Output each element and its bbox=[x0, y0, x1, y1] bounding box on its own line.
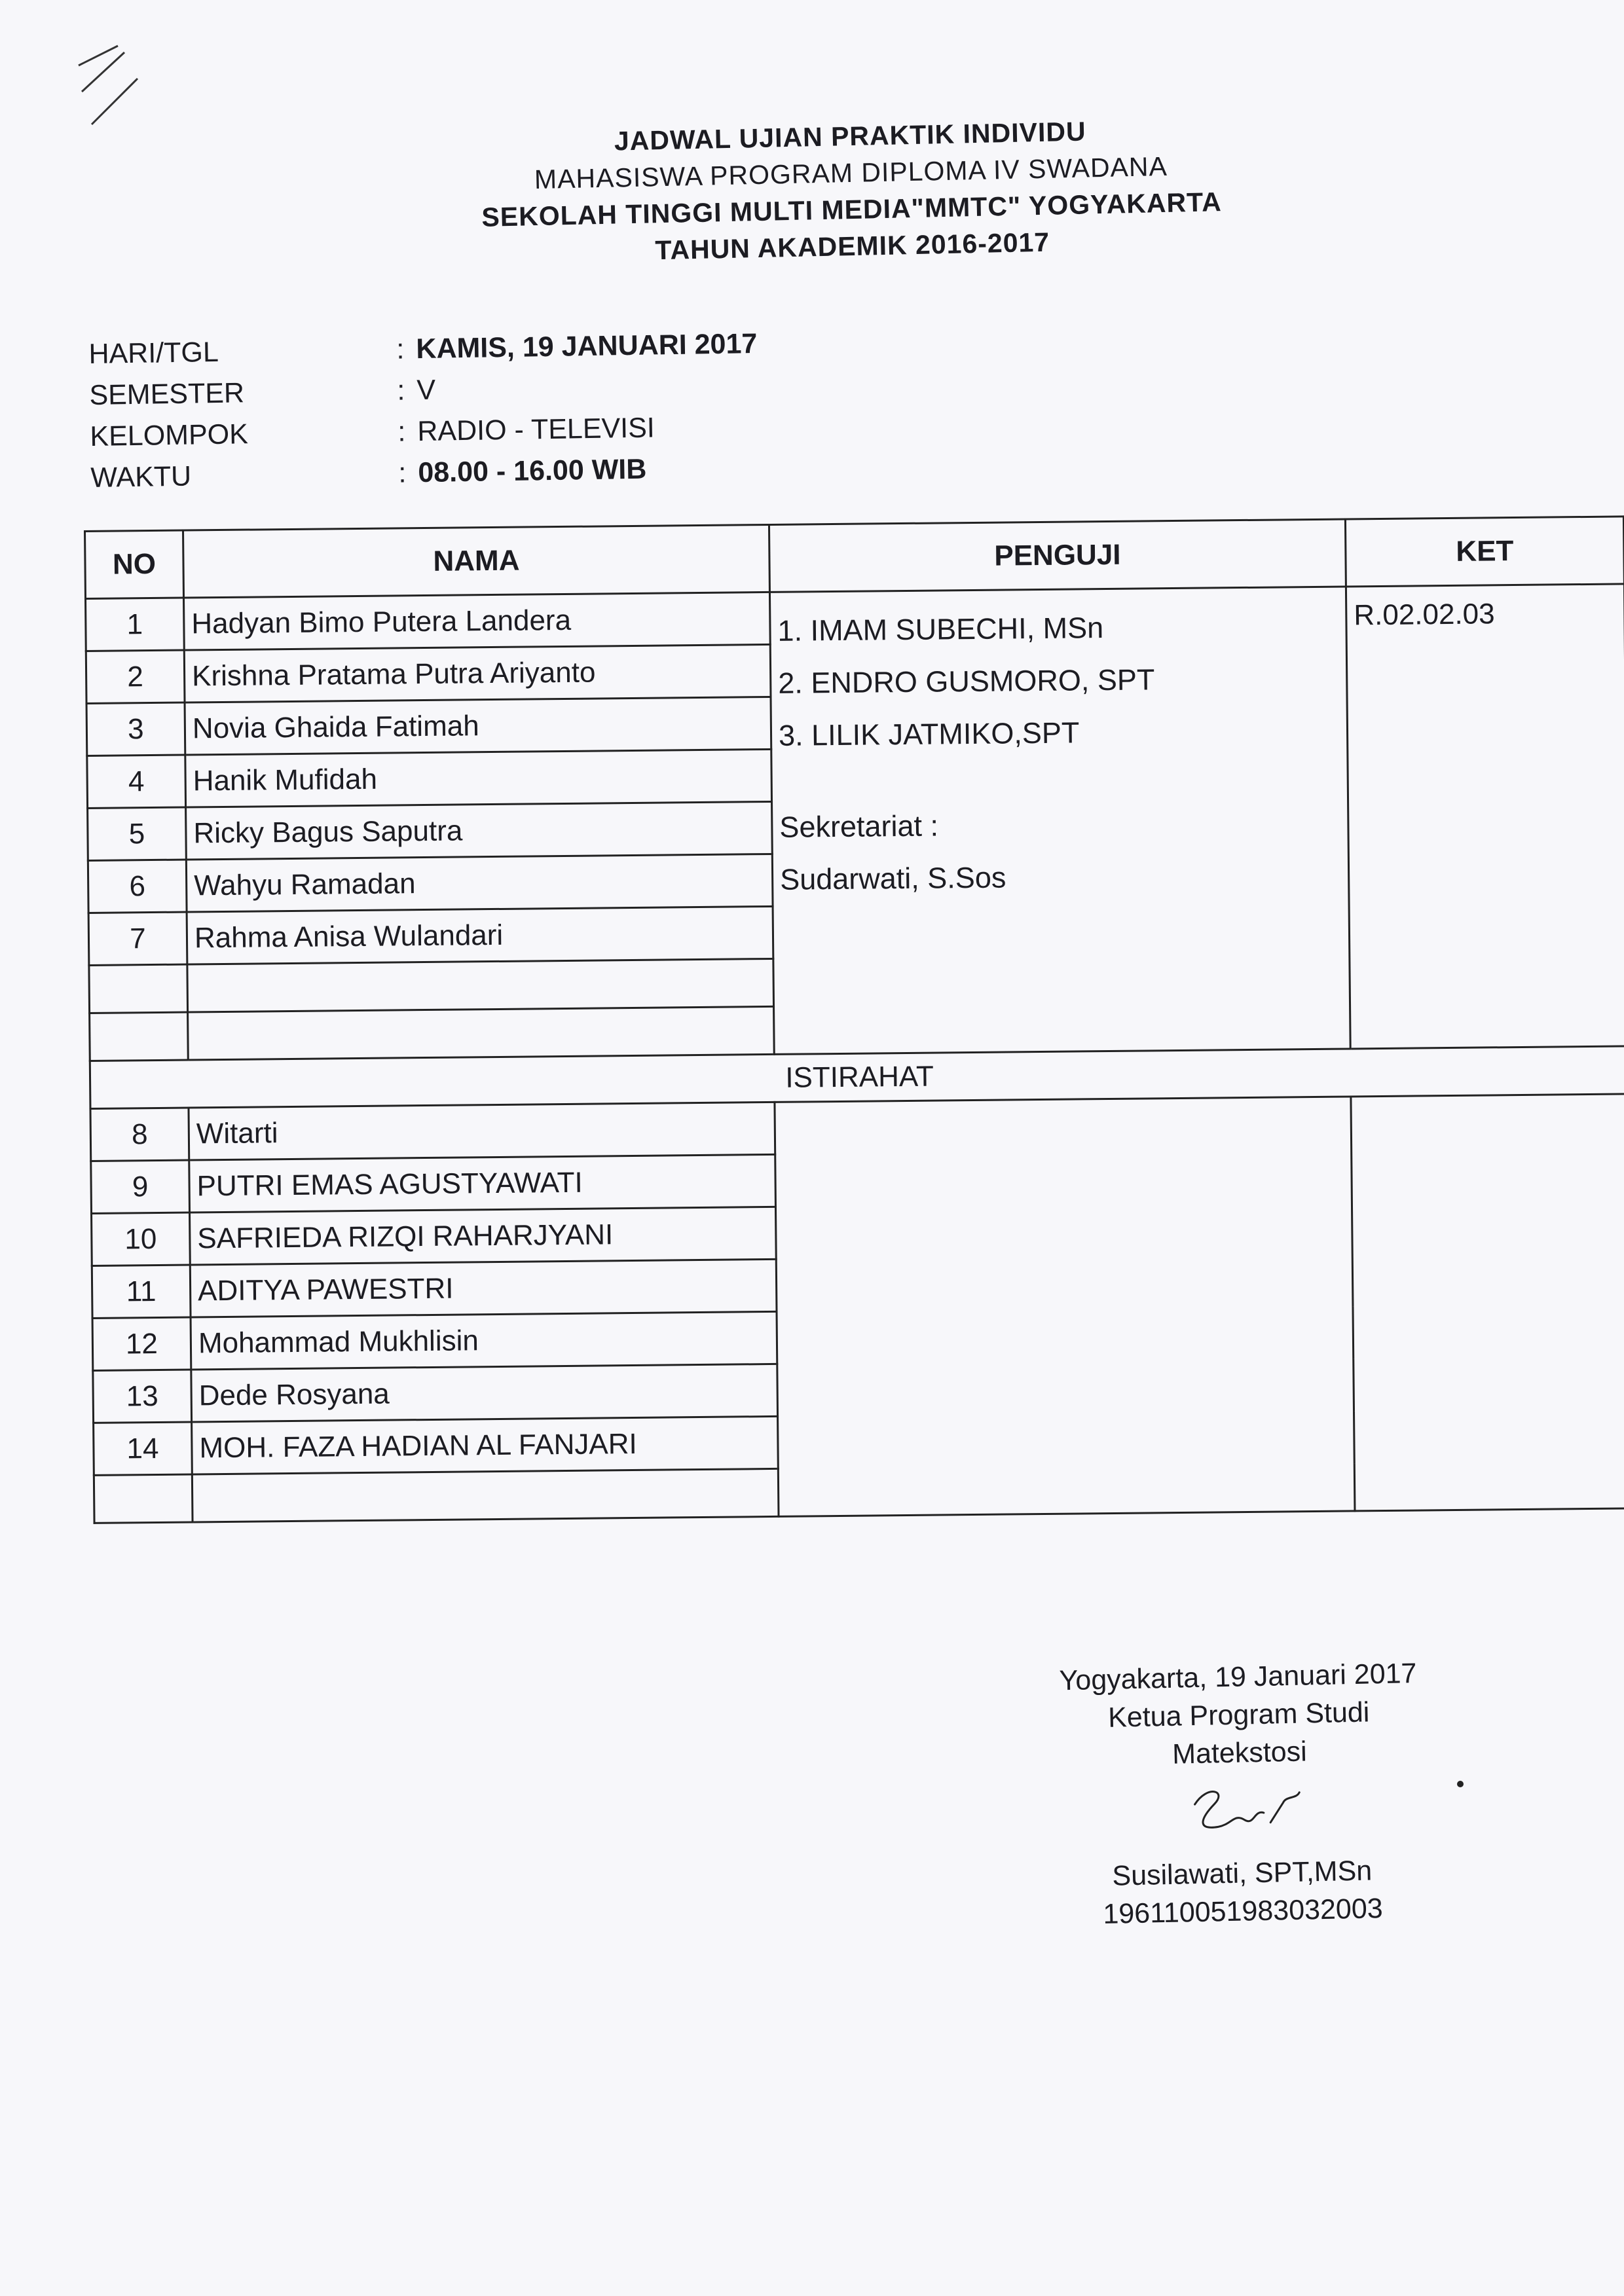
signature-title: Ketua Program Studi bbox=[1107, 1696, 1370, 1734]
row-nama: Witarti bbox=[189, 1102, 775, 1160]
header-title: JADWAL UJIAN PRAKTIK INDIVIDU bbox=[614, 116, 1087, 156]
secretariat-name: Sudarwati, S.Sos bbox=[779, 860, 1006, 896]
header-no: NO bbox=[85, 530, 184, 598]
row-no: 4 bbox=[87, 755, 186, 808]
row-no: 10 bbox=[92, 1212, 191, 1266]
row-no: 13 bbox=[93, 1370, 192, 1423]
row-no: 12 bbox=[92, 1317, 191, 1370]
signature-department: Matekstosi bbox=[1172, 1736, 1308, 1770]
info-row-group: KELOMPOK : RADIO - TELEVISI bbox=[90, 412, 655, 452]
row-no: 8 bbox=[90, 1108, 189, 1161]
break-label: ISTIRAHAT bbox=[90, 1046, 1624, 1109]
row-nama: Krishna Pratama Putra Ariyanto bbox=[184, 644, 771, 702]
row-no: 11 bbox=[92, 1265, 191, 1318]
room-cell: R.02.02.03 bbox=[1346, 584, 1624, 1049]
row-no: 3 bbox=[86, 702, 185, 756]
header-nama: NAMA bbox=[183, 524, 770, 598]
row-nama: Ricky Bagus Saputra bbox=[186, 801, 773, 860]
schedule-table bbox=[84, 515, 1624, 1524]
header-program: MAHASISWA PROGRAM DIPLOMA IV SWADANA bbox=[534, 151, 1168, 195]
row-nama: Mohammad Mukhlisin bbox=[191, 1311, 777, 1370]
room-cell-empty bbox=[1351, 1094, 1624, 1511]
info-row-time: WAKTU : 08.00 - 16.00 WIB bbox=[90, 453, 647, 494]
handwritten-slash-mark bbox=[72, 39, 151, 144]
row-nama: Hadyan Bimo Putera Landera bbox=[183, 592, 770, 650]
row-no: 9 bbox=[91, 1160, 190, 1213]
row-no: 2 bbox=[86, 650, 185, 703]
info-label: SEMESTER bbox=[89, 377, 245, 411]
row-nama: SAFRIEDA RIZQI RAHARJYANI bbox=[190, 1207, 777, 1265]
examiners-cell bbox=[769, 587, 1350, 1054]
signature-employee-id: 196110051983032003 bbox=[1102, 1893, 1384, 1931]
signature-place-date: Yogyakarta, 19 Januari 2017 bbox=[1059, 1657, 1417, 1697]
row-nama: MOH. FAZA HADIAN AL FANJARI bbox=[192, 1416, 779, 1474]
info-label: KELOMPOK bbox=[90, 418, 249, 452]
info-value: RADIO - TELEVISI bbox=[417, 412, 655, 448]
exam-info bbox=[88, 323, 760, 499]
info-value: V bbox=[416, 374, 436, 407]
examiner-3: 3. LILIK JATMIKO,SPT bbox=[778, 716, 1080, 752]
document-header bbox=[365, 108, 1337, 275]
examiner-1: 1. IMAM SUBECHI, MSn bbox=[777, 611, 1104, 647]
info-row-date: HARI/TGL : KAMIS, 19 JANUARI 2017 bbox=[88, 327, 758, 370]
signature-name: Susilawati, SPT,MSn bbox=[1111, 1855, 1373, 1892]
info-value: KAMIS, 19 JANUARI 2017 bbox=[416, 327, 758, 365]
row-nama: Novia Ghaida Fatimah bbox=[185, 697, 771, 755]
ink-dot bbox=[1457, 1781, 1464, 1787]
row-no: 7 bbox=[88, 912, 187, 965]
row-no: 5 bbox=[88, 807, 187, 860]
row-no: 1 bbox=[86, 598, 185, 651]
examiner-2: 2. ENDRO GUSMORO, SPT bbox=[778, 663, 1155, 700]
row-nama: Wahyu Ramadan bbox=[186, 854, 773, 912]
signature-block bbox=[1008, 1653, 1473, 1935]
schedule-table-wrap bbox=[84, 515, 1624, 1590]
handwritten-signature bbox=[1155, 1776, 1327, 1851]
header-penguji: PENGUJI bbox=[769, 519, 1346, 592]
info-row-semester: SEMESTER : V bbox=[89, 374, 436, 411]
secretariat-label: Sekretariat : bbox=[779, 809, 939, 844]
info-label: HARI/TGL bbox=[88, 336, 219, 370]
row-nama: Rahma Anisa Wulandari bbox=[187, 906, 773, 964]
header-ket: KET bbox=[1345, 517, 1624, 587]
row-nama: Dede Rosyana bbox=[191, 1364, 778, 1422]
row-no: 14 bbox=[94, 1422, 193, 1475]
examiners-cell-empty bbox=[775, 1097, 1355, 1516]
row-nama: Hanik Mufidah bbox=[185, 749, 772, 807]
row-no: 6 bbox=[88, 860, 187, 913]
row-nama: PUTRI EMAS AGUSTYAWATI bbox=[189, 1154, 776, 1212]
header-academic-year: TAHUN AKADEMIK 2016-2017 bbox=[654, 227, 1050, 266]
row-nama: ADITYA PAWESTRI bbox=[190, 1259, 777, 1317]
info-value: 08.00 - 16.00 WIB bbox=[418, 453, 647, 489]
info-label: WAKTU bbox=[90, 460, 192, 494]
header-institution: SEKOLAH TINGGI MULTI MEDIA"MMTC" YOGYAKARTA bbox=[481, 187, 1223, 232]
